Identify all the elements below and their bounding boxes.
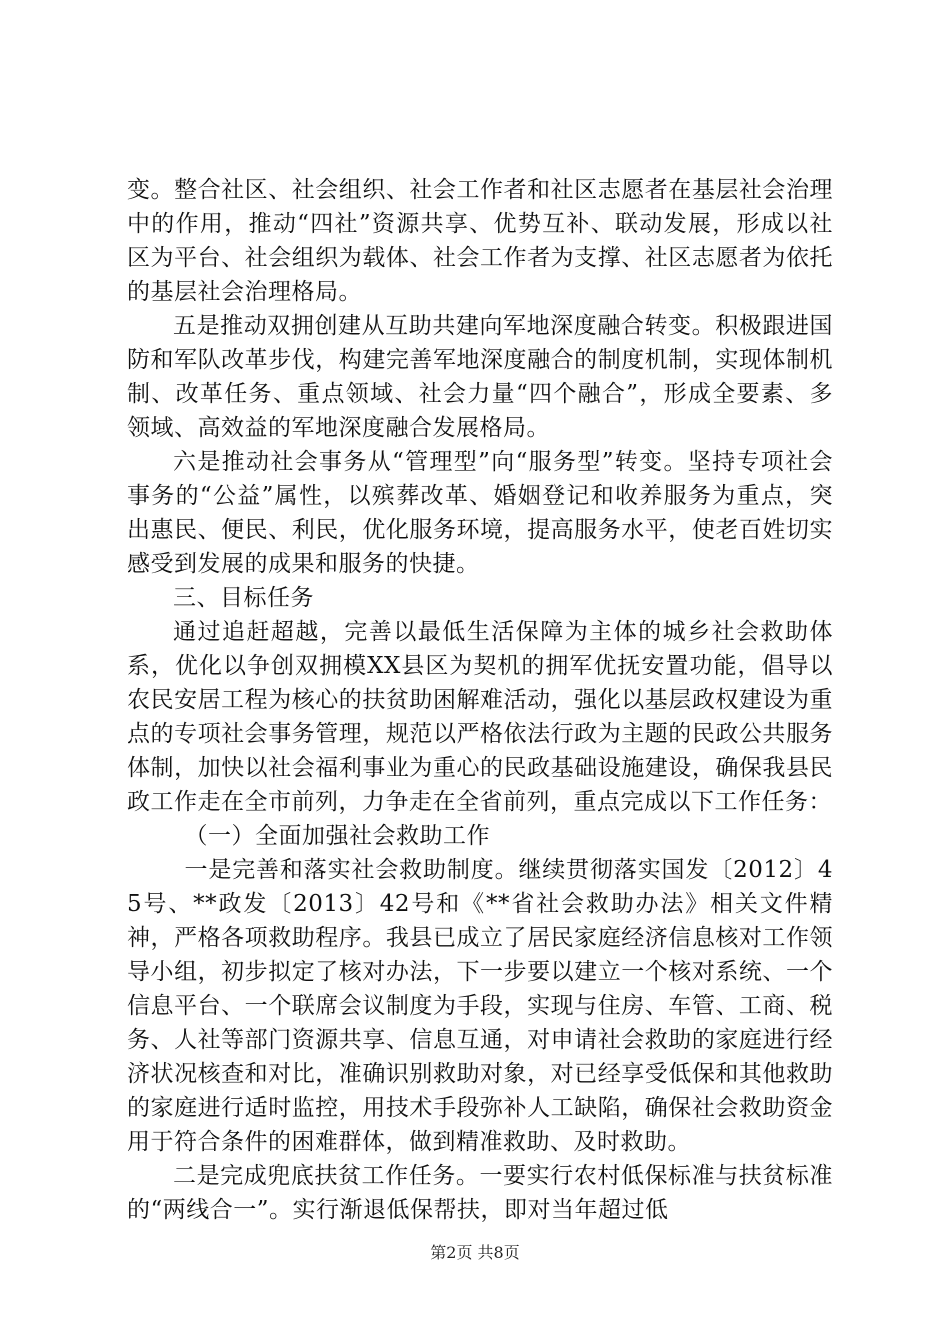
document-body (127, 173, 833, 1227)
paragraph-continuation: 变。整合社区、社会组织、社会工作者和社区志愿者在基层社会治理中的作用，推动“四社”资源共享、优势互补、联动发展，形成以社区为平台、社会组织为载体、社会工作者为支撑、社区志愿者为依托的基层社会治理格局。 (127, 177, 833, 305)
section-heading-goals: 三、目标任务 (173, 585, 314, 611)
subsection-heading-social-assistance: （一）全面加强社会救助工作 (184, 823, 490, 849)
paragraph-military-civil-integration: 五是推动双拥创建从互助共建向军地深度融合转变。积极跟进国防和军队改革步伐，构建完善军地深度融合的制度机制，实现体制机制、改革任务、重点领域、社会力量“四个融合”，形成全要素、多领域、高效益的军地深度融合发展格局。 (127, 313, 833, 441)
paragraph-assistance-system: 一是完善和落实社会救助制度。继续贯彻落实国发〔2012〕45号、**政发〔2013〕42号和《**省社会救助办法》相关文件精神，严格各项救助程序。我县已成立了居民家庭经济信息核对工作领导小组，初步拟定了核对办法，下一步要以建立一个核对系统、一个信息平台、一个联席会议制度为手段，实现与住房、车管、工商、税务、人社等部门资源共享、信息互通，对申请社会救助的家庭进行经济状况核查和对比，准确识别救助对象，对已经享受低保和其他救助的家庭进行适时监控，用技术手段弥补人工缺陷，确保社会救助资金用于符合条件的困难群体，做到精准救助、及时救助。 (127, 857, 833, 1155)
page-footer: 第2页 共8页 (430, 1243, 520, 1262)
paragraph-social-affairs: 六是推动社会事务从“管理型”向“服务型”转变。坚持专项社会事务的“公益”属性，以殡葬改革、婚姻登记和收养服务为重点，突出惠民、便民、利民，优化服务环境，提高服务水平，使老百姓切实感受到发展的成果和服务的快捷。 (127, 449, 833, 577)
paragraph-goals-overview: 通过追赶超越，完善以最低生活保障为主体的城乡社会救助体系，优化以争创双拥模XX县区为契机的拥军优抚安置功能，倡导以农民安居工程为核心的扶贫助困解难活动，强化以基层政权建设为重点的专项社会事务管理，规范以严格依法行政为主题的民政公共服务体制，加快以社会福利事业为重心的民政基础设施建设，确保我县民政工作走在全市前列，力争走在全省前列，重点完成以下工作任务： (127, 619, 833, 815)
paragraph-poverty-alleviation: 二是完成兜底扶贫工作任务。一要实行农村低保标准与扶贫标准的“两线合一”。实行渐退低保帮扶，即对当年超过低 (127, 1163, 833, 1223)
